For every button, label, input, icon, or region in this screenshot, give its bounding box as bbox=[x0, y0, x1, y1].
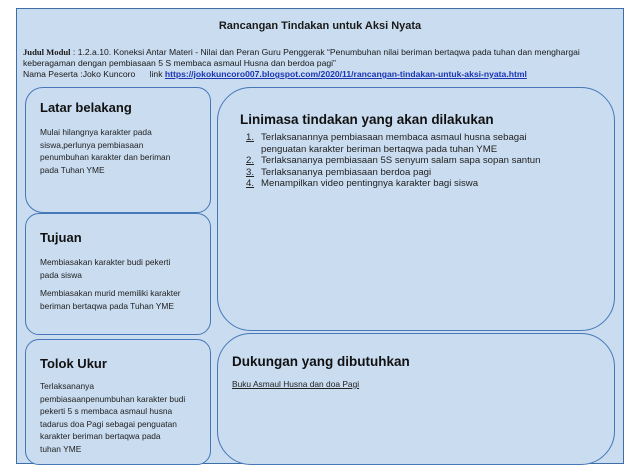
participant-name: :Joko Kuncoro bbox=[80, 69, 136, 79]
latar-belakang-heading: Latar belakang bbox=[40, 100, 132, 115]
list-item-text: Terlaksananya pembiasaan berdoa pagi bbox=[261, 166, 432, 178]
linimasa-heading: Linimasa tindakan yang akan dilakukan bbox=[240, 112, 494, 127]
text-line: pada siswa bbox=[40, 269, 82, 280]
tujuan-text bbox=[40, 256, 210, 312]
linimasa-box bbox=[217, 87, 615, 331]
participant-line bbox=[23, 69, 619, 80]
list-item-text: Terlaksanannya pembiasaan membaca asmaul husna sebagai bbox=[261, 132, 527, 143]
list-number: 4. bbox=[246, 178, 255, 189]
tolok-ukur-box bbox=[25, 339, 211, 465]
dukungan-box bbox=[217, 333, 615, 465]
list-item bbox=[246, 155, 596, 167]
text-line: Membiasakan karakter budi pekerti bbox=[40, 257, 171, 267]
list-item bbox=[246, 178, 596, 190]
dukungan-text: Buku Asmaul Husna dan doa Pagi bbox=[232, 379, 360, 389]
text-line: siswa,perlunya pembiasaan bbox=[40, 139, 144, 150]
list-item-text: Terlaksananya pembiasaan 5S senyum salam sapa sopan santun bbox=[261, 155, 541, 166]
list-number: 3. bbox=[246, 166, 255, 178]
list-item-text: penguatan karakter beriman bertaqwa pada tuhan YME bbox=[261, 143, 498, 155]
text-line: Terlaksananya bbox=[40, 381, 95, 391]
text-line: beriman bertaqwa pada Tuhan YME bbox=[40, 300, 174, 311]
tolok-ukur-text bbox=[40, 380, 210, 455]
text-line: penumbuhan karakter dan beriman bbox=[40, 152, 171, 162]
text-line: Membiasakan murid memiliki karakter bbox=[40, 288, 181, 298]
list-number: 1. bbox=[246, 132, 255, 143]
participant-label: Nama Peserta bbox=[23, 69, 78, 79]
list-item-text: Menampilkan video pentingnya karakter bagi siswa bbox=[261, 178, 479, 189]
blog-link[interactable]: https://jokokuncoro007.blogspot.com/2020/11/rancangan-tindakan-untuk-aksi-nyata.html bbox=[164, 69, 527, 79]
list-item bbox=[246, 132, 596, 155]
text-line: pada Tuhan YME bbox=[40, 164, 105, 175]
linimasa-list bbox=[246, 132, 596, 190]
tujuan-heading: Tujuan bbox=[40, 230, 82, 245]
text-line: karakter beriman bertaqwa pada bbox=[40, 431, 161, 441]
tujuan-box bbox=[25, 213, 211, 335]
dukungan-heading: Dukungan yang dibutuhkan bbox=[232, 354, 410, 369]
list-number: 2. bbox=[246, 155, 255, 166]
latar-belakang-box bbox=[25, 87, 211, 213]
module-label: Judul Modul bbox=[23, 47, 71, 57]
module-label-colon: : bbox=[70, 47, 76, 57]
document-page bbox=[16, 8, 624, 464]
text-line: tadarus doa Pagi sebagai penguatan bbox=[40, 418, 177, 429]
module-title-line bbox=[23, 47, 619, 69]
module-info bbox=[23, 47, 619, 80]
latar-belakang-text bbox=[40, 126, 206, 176]
module-title-text: 1.2.a.10. Koneksi Antar Materi - Nilai dan Peran Guru Penggerak “Penumbuhan nilai beriman bertaqwa pada tuhan dan menghargai keberagaman dengan pembiasaan 5 S membaca asmaul Husna dan berdoa pagi” bbox=[23, 47, 580, 68]
text-line: tuhan YME bbox=[40, 443, 82, 454]
list-item bbox=[246, 167, 596, 179]
text-line: Mulai hilangnya karakter pada bbox=[40, 127, 152, 137]
text-line: pembiasaanpenumbuhan karakter budi bbox=[40, 393, 186, 404]
text-line: pekerti 5 s membaca asmaul husna bbox=[40, 406, 173, 416]
document-title: Rancangan Tindakan untuk Aksi Nyata bbox=[218, 20, 422, 32]
link-label: link bbox=[149, 69, 163, 79]
tolok-ukur-heading: Tolok Ukur bbox=[40, 356, 107, 371]
